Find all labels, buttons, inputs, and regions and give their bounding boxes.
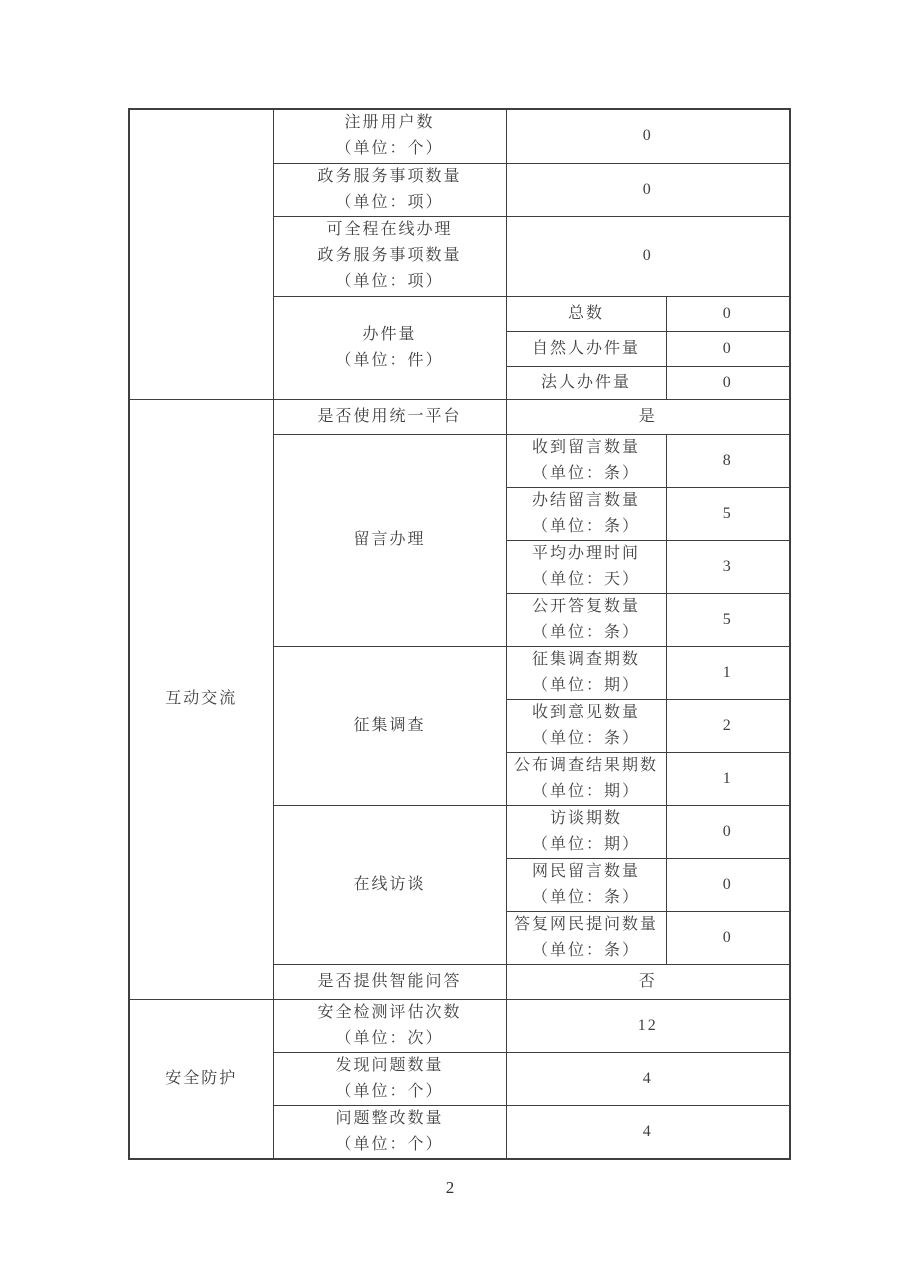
metric-label-line: 安全检测评估次数 xyxy=(317,1003,462,1021)
sub-metric-unit-line: （单位：条） xyxy=(531,517,640,535)
metric-value-cell: 否 xyxy=(506,964,790,999)
metric-label-cell xyxy=(273,216,506,296)
sub-metric-unit-line: （单位：期） xyxy=(531,835,640,853)
metric-value-cell: 0 xyxy=(666,858,790,911)
metric-value-cell: 8 xyxy=(666,434,790,487)
sub-metric-label-cell xyxy=(506,911,666,964)
sub-metric-label-cell xyxy=(506,646,666,699)
table-row xyxy=(129,999,790,1052)
metric-value-cell: 0 xyxy=(666,296,790,331)
metric-label-line: 问题整改数量 xyxy=(335,1109,444,1127)
sub-metric-label-line: 访谈期数 xyxy=(549,809,622,827)
metric-unit-line: （单位：项） xyxy=(335,193,444,211)
metric-label-line: 政务服务事项数量 xyxy=(317,167,462,185)
metric-value-cell: 5 xyxy=(666,593,790,646)
sub-metric-label-line: 征集调查期数 xyxy=(531,650,640,668)
metric-value-cell: 5 xyxy=(666,487,790,540)
sub-metric-label-line: 平均办理时间 xyxy=(531,544,640,562)
sub-metric-unit-line: （单位：条） xyxy=(531,623,640,641)
metric-value-cell: 0 xyxy=(666,331,790,366)
metric-label-cell: 在线访谈 xyxy=(273,805,506,964)
metric-unit-line: （单位：项） xyxy=(335,273,444,290)
metric-label-line: 可全程在线办理 xyxy=(326,221,453,238)
metric-unit-line: （单位：个） xyxy=(335,140,444,158)
metric-value-cell: 是 xyxy=(506,399,790,434)
sub-metric-label-line: 收到留言数量 xyxy=(531,438,640,456)
metric-value-cell: 1 xyxy=(666,752,790,805)
metric-value-cell: 0 xyxy=(666,805,790,858)
metric-label-cell xyxy=(273,296,506,399)
sub-metric-label-cell: 法人办件量 xyxy=(506,366,666,399)
metric-value-cell: 4 xyxy=(506,1052,790,1105)
metric-label-cell: 留言办理 xyxy=(273,434,506,646)
sub-metric-label-cell xyxy=(506,752,666,805)
metric-label-line: 政务服务事项数量 xyxy=(317,247,462,264)
metric-label-cell: 是否使用统一平台 xyxy=(273,399,506,434)
sub-metric-unit-line: （单位：条） xyxy=(531,888,640,906)
sub-metric-unit-line: （单位：天） xyxy=(531,570,640,588)
table-row xyxy=(129,109,790,163)
sub-metric-unit-line: （单位：条） xyxy=(531,729,640,747)
table-row xyxy=(129,399,790,434)
sub-metric-label-line: 收到意见数量 xyxy=(531,703,640,721)
sub-metric-label-cell xyxy=(506,593,666,646)
metric-label-cell xyxy=(273,1052,506,1105)
metric-unit-line: （单位：个） xyxy=(335,1135,444,1153)
sub-metric-label-line: 网民留言数量 xyxy=(531,862,640,880)
sub-metric-label-cell xyxy=(506,487,666,540)
metric-value-cell: 0 xyxy=(506,216,790,296)
metric-value-cell: 2 xyxy=(666,699,790,752)
sub-metric-unit-line: （单位：条） xyxy=(531,941,640,959)
annual-report-table xyxy=(128,108,791,1160)
metric-label-line: 办件量 xyxy=(362,325,417,343)
metric-value-cell: 0 xyxy=(666,366,790,399)
metric-label-cell xyxy=(273,1105,506,1159)
metric-value-cell: 1 xyxy=(666,646,790,699)
metric-label-line: 注册用户数 xyxy=(344,114,435,132)
metric-value-cell: 12 xyxy=(506,999,790,1052)
sub-metric-unit-line: （单位：条） xyxy=(531,464,640,482)
annual-report-table-wrap xyxy=(128,108,791,1160)
sub-metric-label-cell xyxy=(506,540,666,593)
metric-unit-line: （单位：个） xyxy=(335,1082,444,1100)
metric-value-cell: 0 xyxy=(506,109,790,163)
metric-unit-line: （单位：件） xyxy=(335,351,444,369)
metric-label-cell xyxy=(273,999,506,1052)
category-cell-empty xyxy=(129,109,273,399)
sub-metric-label-line: 公开答复数量 xyxy=(531,597,640,615)
sub-metric-label-cell xyxy=(506,858,666,911)
category-cell-security: 安全防护 xyxy=(129,999,273,1159)
metric-label-cell: 是否提供智能问答 xyxy=(273,964,506,999)
sub-metric-unit-line: （单位：期） xyxy=(531,676,640,694)
metric-value-cell: 3 xyxy=(666,540,790,593)
metric-unit-line: （单位：次） xyxy=(335,1029,444,1047)
sub-metric-label-cell xyxy=(506,699,666,752)
sub-metric-label-cell xyxy=(506,805,666,858)
sub-metric-label-line: 办结留言数量 xyxy=(531,491,640,509)
metric-label-cell: 征集调查 xyxy=(273,646,506,805)
metric-label-line: 发现问题数量 xyxy=(335,1056,444,1074)
sub-metric-label-cell xyxy=(506,434,666,487)
sub-metric-label-cell: 自然人办件量 xyxy=(506,331,666,366)
sub-metric-unit-line: （单位：期） xyxy=(531,782,640,800)
metric-label-cell xyxy=(273,109,506,163)
sub-metric-label-line: 答复网民提问数量 xyxy=(513,915,658,933)
metric-value-cell: 0 xyxy=(666,911,790,964)
metric-value-cell: 4 xyxy=(506,1105,790,1159)
metric-label-cell xyxy=(273,163,506,216)
sub-metric-label-cell: 总数 xyxy=(506,296,666,331)
category-cell-interaction: 互动交流 xyxy=(129,399,273,999)
metric-value-cell: 0 xyxy=(506,163,790,216)
page-number: 2 xyxy=(445,1178,455,1197)
sub-metric-label-line: 公布调查结果期数 xyxy=(513,756,658,774)
